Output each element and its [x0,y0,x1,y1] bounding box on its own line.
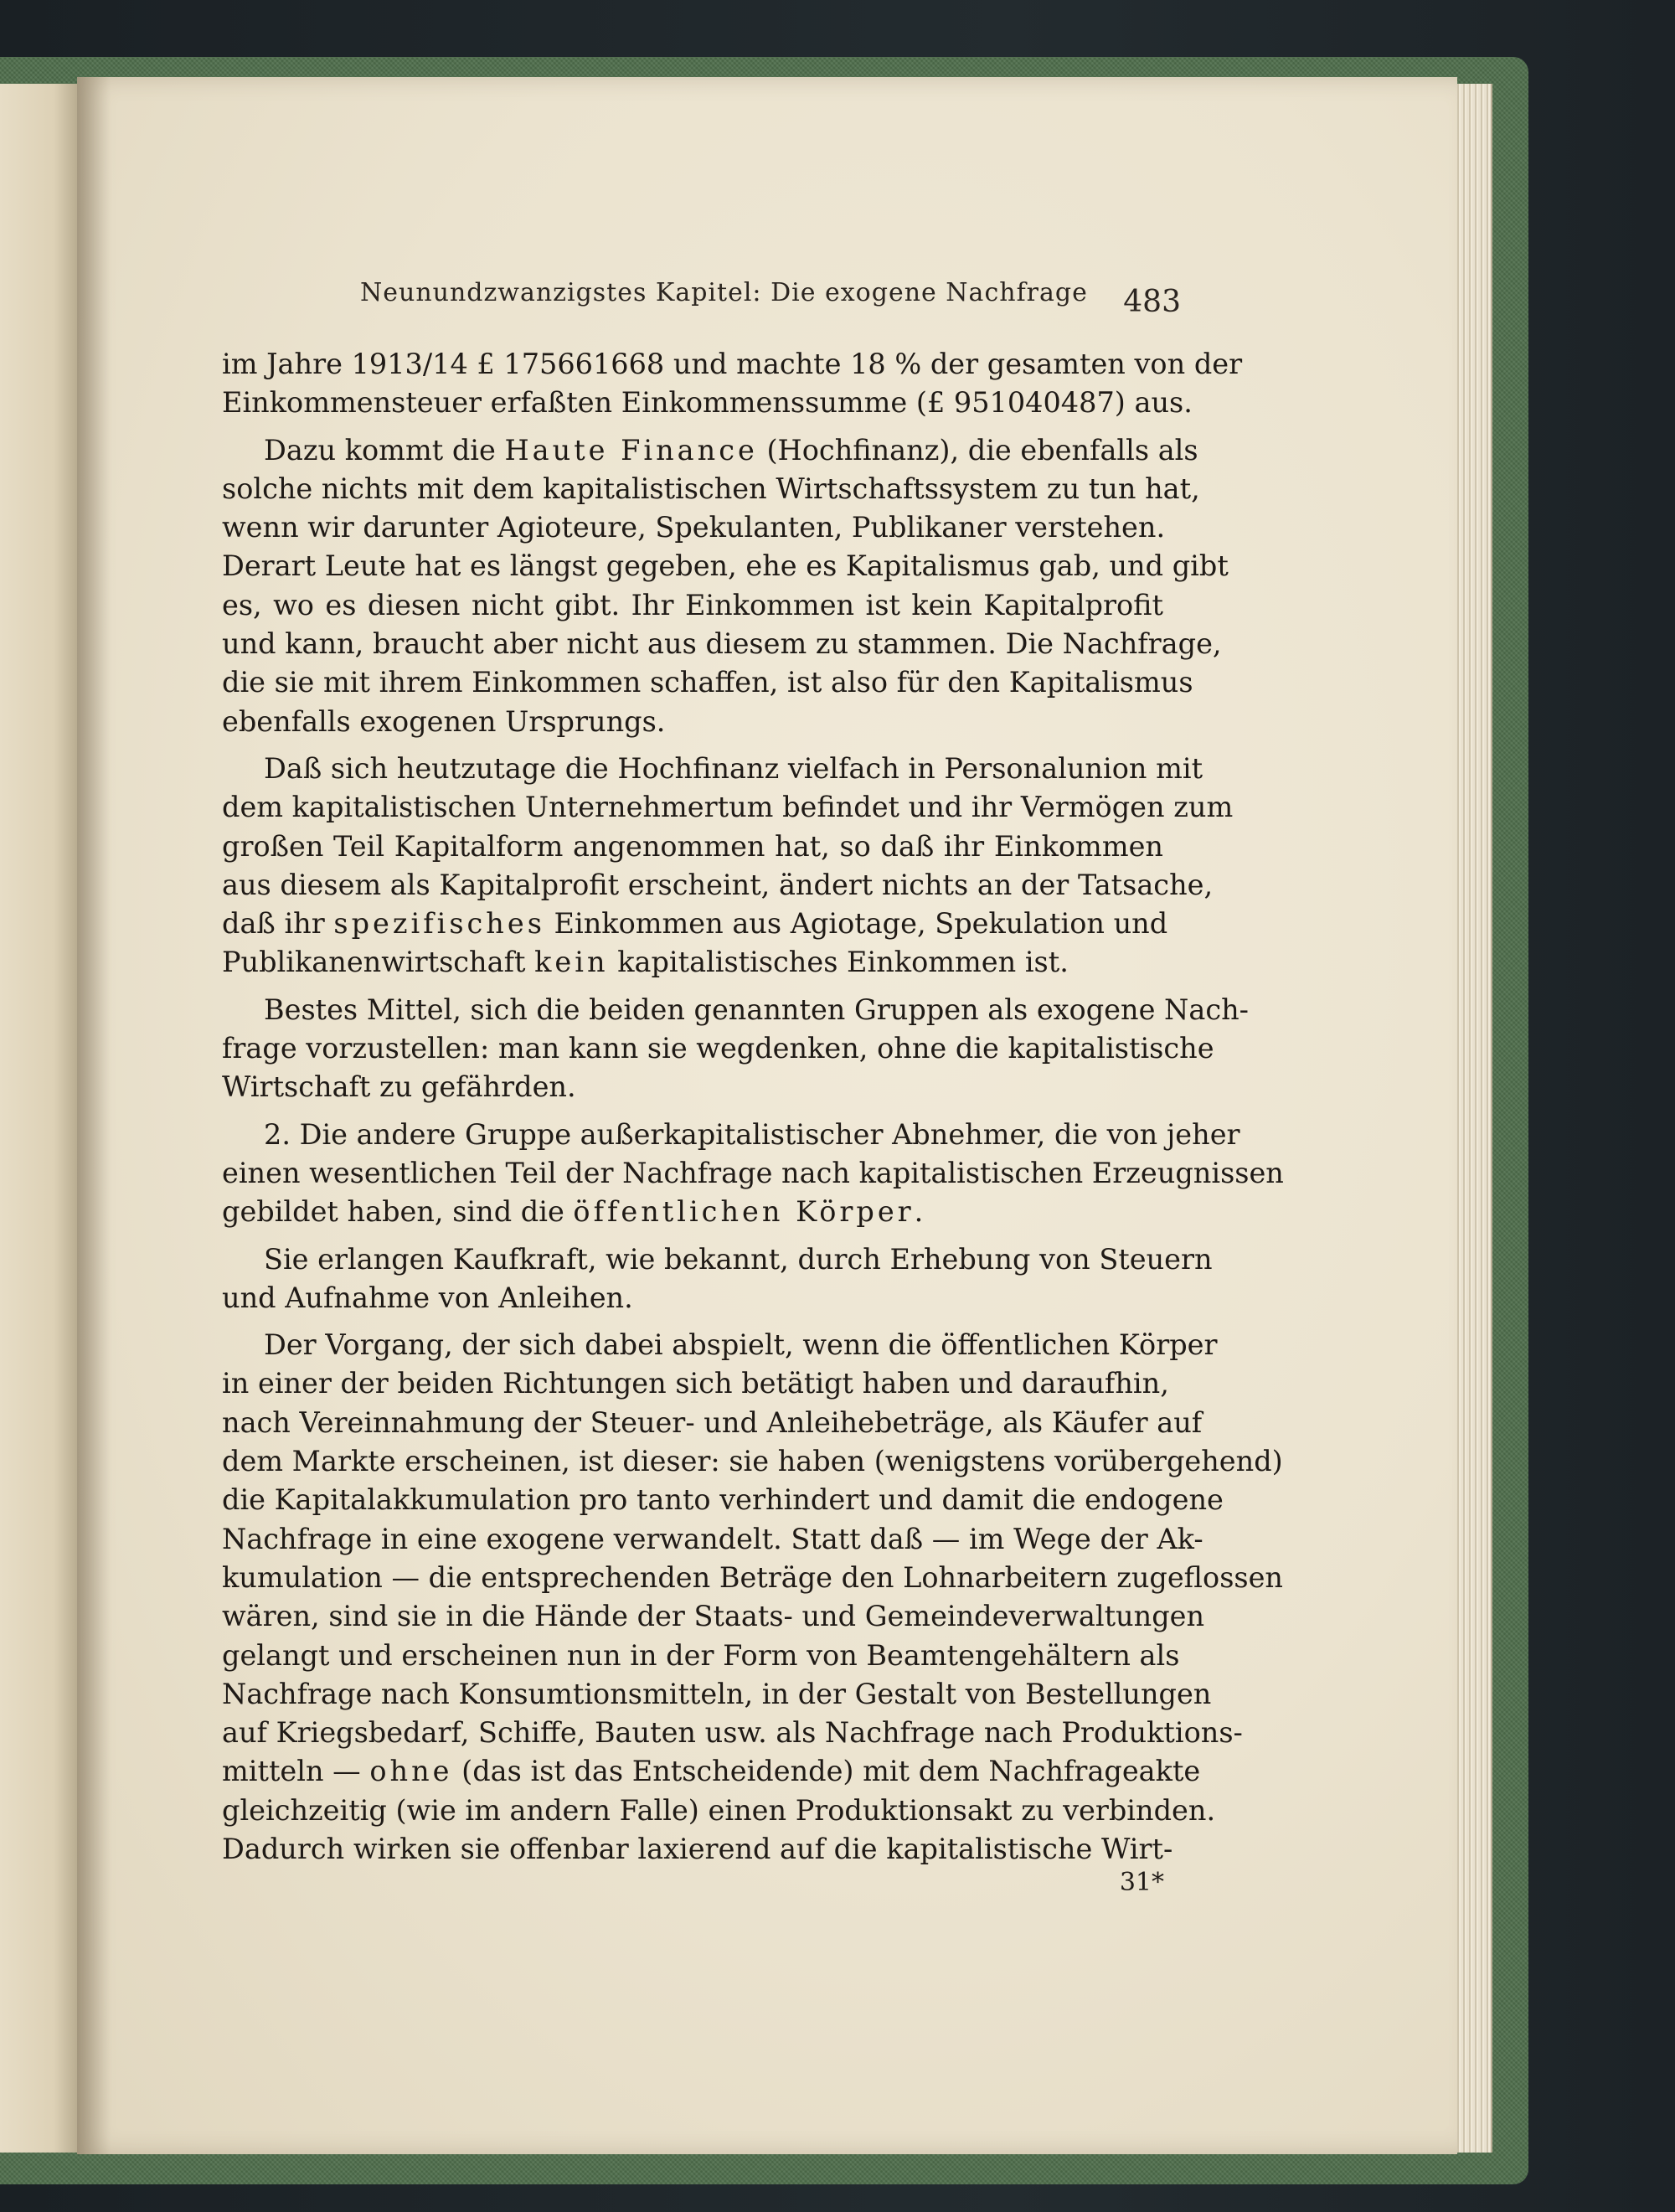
signature-mark: 31* [1119,1868,1164,1897]
text-line: Sie erlangen Kaufkraft, wie bekannt, durch Erhebung von Steuern [264,1242,1213,1276]
text-line: gelangt und erscheinen nun in der Form von Beamtengehältern als [222,1638,1180,1672]
running-header: Neunundzwanzigstes Kapitel: Die exogene Nachfrage [360,278,1088,307]
spaced-emphasis: öffentlichen Körper [573,1195,915,1229]
spaced-emphasis: kein [534,946,609,979]
text-line: aus diesem als Kapitalprofit erscheint, ändert nichts an der Tatsache, [222,868,1214,901]
text-line: im Jahre 1913/14 £ 175661668 und machte 18 % der gesamten von der [222,348,1243,380]
text-line: und kann, braucht aber nicht aus diesem zu stammen. Die Nachfrage, [222,627,1222,661]
text-line: wenn wir darunter Agioteure, Spekulanten, Publikaner verstehen. [222,511,1166,544]
text-line: Dazu kommt die Haute Finance (Hochfinanz), die ebenfalls als [264,433,1198,467]
text-line: in einer der beiden Richtungen sich betätigt haben und daraufhin, [222,1367,1169,1400]
text-line: 2. Die andere Gruppe außerkapitalistischer Abnehmer, die von jeher [264,1117,1240,1151]
text-line: kumulation — die entsprechenden Beträge den Lohnarbeitern zugeflossen [222,1560,1283,1594]
spaced-emphasis: ohne [369,1755,453,1788]
text-line: großen Teil Kapitalform angenommen hat, so daß ihr Einkommen [222,829,1163,863]
text-line: dem Markte erscheinen, ist dieser: sie haben (wenigstens vorübergehend) [222,1445,1283,1478]
body-text [222,345,1284,1869]
text-line: die Kapitalakkumulation pro tanto verhindert und damit die endogene [222,1483,1224,1517]
text-line: es, wo es diesen nicht gibt. Ihr Einkommen ist kein Kapitalprofit [222,588,1163,621]
text-line: Derart Leute hat es längst gegeben, ehe es Kapitalismus gab, und gibt [222,549,1229,583]
text-line: frage vorzustellen: man kann sie wegdenken, ohne die kapitalistische [222,1032,1214,1065]
page-number: 483 [1123,285,1181,319]
text-line: Der Vorgang, der sich dabei abspielt, wenn die öffentlichen Körper [264,1328,1218,1362]
text-line: Daß sich heutzutage die Hochfinanz vielfach in Personalunion mit [264,751,1203,785]
text-line: auf Kriegsbedarf, Schiffe, Bauten usw. als Nachfrage nach Produktions- [222,1716,1243,1750]
spaced-emphasis: Haute Finance [504,433,758,467]
text-line: Dadurch wirken sie offenbar laxierend auf die kapitalistische Wirt- [222,1832,1173,1865]
gutter-shadow [77,77,111,2154]
text-line: gebildet haben, sind die öffentlichen Körper. [222,1195,924,1229]
text-line: Einkommensteuer erfaßten Einkommenssumme (£ 951040487) aus. [222,386,1193,420]
text-line: nach Vereinnahmung der Steuer- und Anleihebeträge, als Käufer auf [222,1405,1203,1439]
text-line: dem kapitalistischen Unternehmertum befindet und ihr Vermögen zum [222,791,1234,824]
text-line: ebenfalls exogenen Ursprungs. [222,704,666,738]
left-page-edge [0,84,77,2153]
text-line: solche nichts mit dem kapitalistischen Wirtschaftssystem zu tun hat, [222,472,1200,505]
text-line: Bestes Mittel, sich die beiden genannten Gruppen als exogene Nach- [264,993,1249,1026]
text-line: einen wesentlichen Teil der Nachfrage nach kapitalistischen Erzeugnissen [222,1156,1284,1189]
text-line: Nachfrage in eine exogene verwandelt. Statt daß — im Wege der Ak- [222,1522,1203,1555]
text-line: mitteln — ohne (das ist das Entscheidende) mit dem Nachfrageakte [222,1755,1201,1788]
text-line: gleichzeitig (wie im andern Falle) einen Produktionsakt zu verbinden. [222,1793,1216,1827]
text-line: Wirtschaft zu gefährden. [222,1070,576,1104]
text-line: und Aufnahme von Anleihen. [222,1281,633,1314]
text-line: Publikanenwirtschaft kein kapitalistisches Einkommen ist. [222,946,1069,979]
spaced-emphasis: spezifisches [333,907,545,941]
text-line: die sie mit ihrem Einkommen schaffen, ist also für den Kapitalismus [222,666,1193,699]
text-line: Nachfrage nach Konsumtionsmitteln, in der Gestalt von Bestellungen [222,1677,1212,1710]
text-line: daß ihr spezifisches Einkommen aus Agiotage, Spekulation und [222,907,1168,941]
text-line: wären, sind sie in die Hände der Staats- und Gemeindeverwaltungen [222,1600,1205,1633]
